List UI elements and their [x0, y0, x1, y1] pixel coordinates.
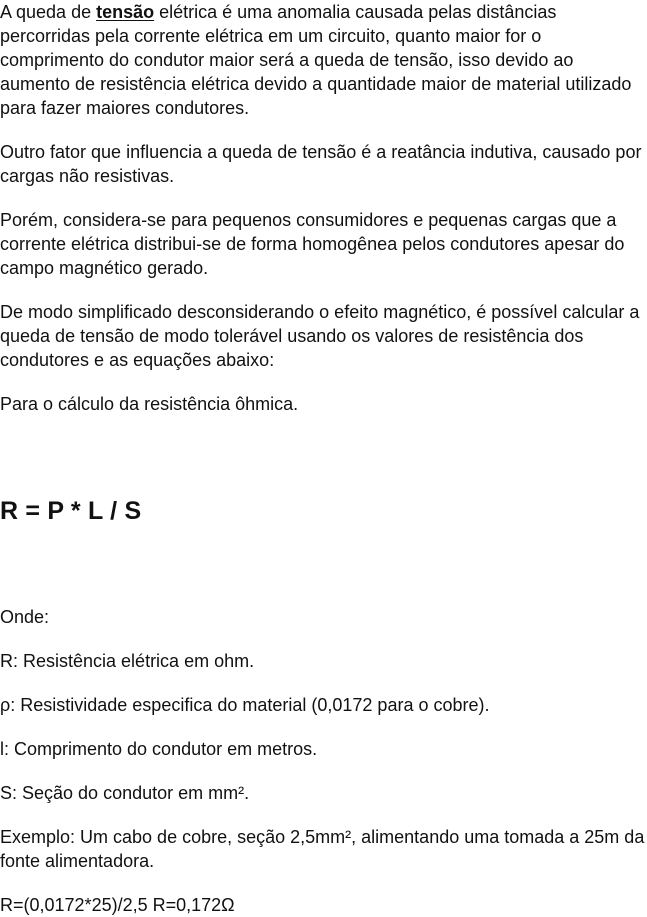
formula-section: [0, 416, 647, 605]
resistance-formula: R = P * L / S: [0, 496, 142, 525]
definitions-heading: Onde:: [0, 607, 50, 627]
definition-rho: ρ: Resistividade especifica do material (0,0172 para o cobre).: [0, 695, 490, 715]
intro-paragraph: [0, 0, 647, 120]
simplified-method-paragraph: De modo simplificado desconsiderando o efeito magnético, é possível calcular a queda de tensão de modo tolerável usando os valores de resistência dos condutores e as equações abaixo:: [0, 302, 640, 370]
resistance-calculation-paragraph: Para o cálculo da resistência ôhmica.: [0, 394, 299, 414]
tensao-link[interactable]: tensão: [96, 2, 155, 22]
definition-r: R: Resistência elétrica em ohm.: [0, 651, 255, 671]
intro-suffix: elétrica é uma anomalia causada pelas distâncias percorridas pela corrente elétrica em um circuito, quanto maior for o comprimento do condutor maior será a queda de tensão, isso devido ao aumento de resistência elétrica devido a quantidade maior de material utilizado para fazer maiores condutores.: [0, 2, 632, 118]
example-calculation: R=(0,0172*25)/2,5 R=0,172Ω: [0, 895, 235, 915]
homogeneous-current-paragraph: Porém, considera-se para pequenos consumidores e pequenas cargas que a corrente elétrica distribui-se de forma homogênea pelos condutores apesar do campo magnético gerado.: [0, 210, 625, 278]
example-paragraph: Exemplo: Um cabo de cobre, seção 2,5mm², alimentando uma tomada a 25m da fonte alimentadora.: [0, 827, 645, 871]
definition-s: S: Seção do condutor em mm².: [0, 783, 250, 803]
reactance-paragraph: Outro fator que influencia a queda de tensão é a reatância indutiva, causado por cargas não resistivas.: [0, 142, 642, 186]
intro-prefix: A queda de: [0, 2, 97, 22]
definition-l: l: Comprimento do condutor em metros.: [0, 739, 318, 759]
